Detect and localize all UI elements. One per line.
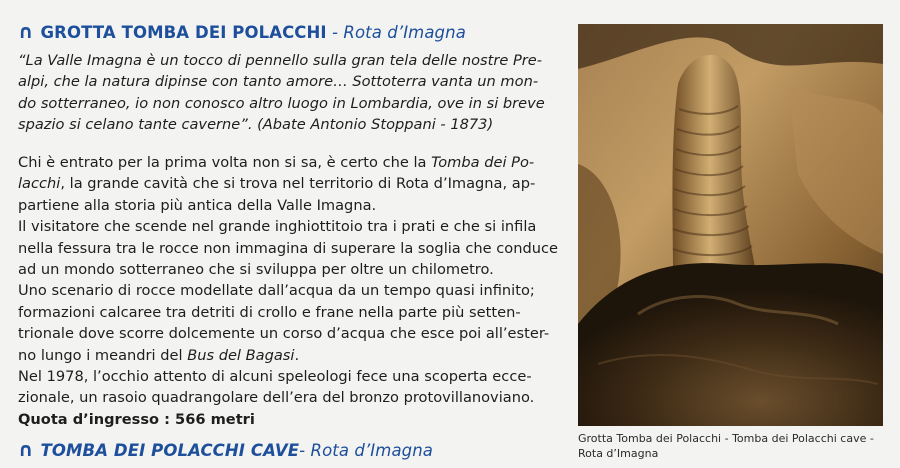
heading-title: GROTTA TOMBA DEI POLACCHI <box>40 23 327 42</box>
body-text <box>18 152 563 430</box>
quote-line: do sotterraneo, io non conosco altro luogo in Lombardia, ove in si breve <box>18 94 545 112</box>
photo-caption <box>578 431 893 461</box>
body-line: ad un mondo sotterraneo che si sviluppa per oltre un chilometro. <box>18 261 494 279</box>
body-text-run: no lungo i meandri del <box>18 346 188 364</box>
body-line: Uno scenario di rocce modellate dall’acqua da un tempo quasi infinito; <box>18 282 535 300</box>
body-text-run: . <box>294 346 300 364</box>
section-heading-english <box>18 439 433 461</box>
body-text-run: , la grande cavità che si trova nel territorio di Rota d’Imagna, ap- <box>60 175 536 193</box>
body-line <box>18 152 563 173</box>
body-line: nella fessura tra le rocce non immagina di superare la soglia che conduce <box>18 239 558 257</box>
section-heading <box>18 21 466 43</box>
bus-del-bagasi-emphasis: Bus del Bagasi <box>187 346 295 364</box>
body-line: formazioni calcaree tra detriti di crollo e frane nella parte più setten- <box>18 303 521 321</box>
section-marker-icon: ∩ <box>18 21 34 43</box>
body-line <box>18 173 563 194</box>
heading-location: Rota d’Imagna <box>343 23 466 42</box>
quote-line: spazio si celano tante caverne”. (Abate Antonio Stoppani - 1873) <box>18 116 494 134</box>
entrance-altitude: Quota d’ingresso : 566 metri <box>18 410 255 428</box>
cave-name-emphasis: lacchi <box>18 175 61 193</box>
body-line: zionale, un rasoio quadrangolare dell’era del bronzo protovillanoviano. <box>18 389 535 407</box>
heading-separator: - <box>299 441 311 460</box>
body-line: partiene alla storia più antica della Valle Imagna. <box>18 196 377 214</box>
cave-name-emphasis: Tomba dei Po- <box>431 154 535 171</box>
body-text-run: Chi è entrato per la prima volta non si sa, è certo che la <box>18 154 432 171</box>
heading-title: TOMBA DEI POLACCHI CAVE <box>40 441 300 460</box>
stoppani-quote <box>18 50 563 136</box>
body-line: Nel 1978, l’occhio attento di alcuni speleologi fece una scoperta ecce- <box>18 368 532 386</box>
quote-line: alpi, che la natura dipinse con tanto amore… Sottoterra vanta un mon- <box>18 73 539 91</box>
caption-line: Grotta Tomba dei Polacchi - Tomba dei Polacchi cave - <box>578 432 874 445</box>
heading-separator: - <box>326 23 344 42</box>
caption-line: Rota d’Imagna <box>578 447 659 460</box>
cave-photo-illustration <box>578 24 883 426</box>
section-marker-icon: ∩ <box>18 439 34 461</box>
body-line <box>18 345 563 366</box>
heading-location: Rota d’Imagna <box>310 441 433 460</box>
cave-stalagmite-photo <box>578 24 883 426</box>
quote-line: “La Valle Imagna è un tocco di pennello sulla gran tela delle nostre Pre- <box>18 52 543 69</box>
body-line: trionale dove scorre dolcemente un corso d’acqua che esce poi all’ester- <box>18 325 550 343</box>
body-line: Il visitatore che scende nel grande inghiottitoio tra i prati e che si infila <box>18 218 537 236</box>
